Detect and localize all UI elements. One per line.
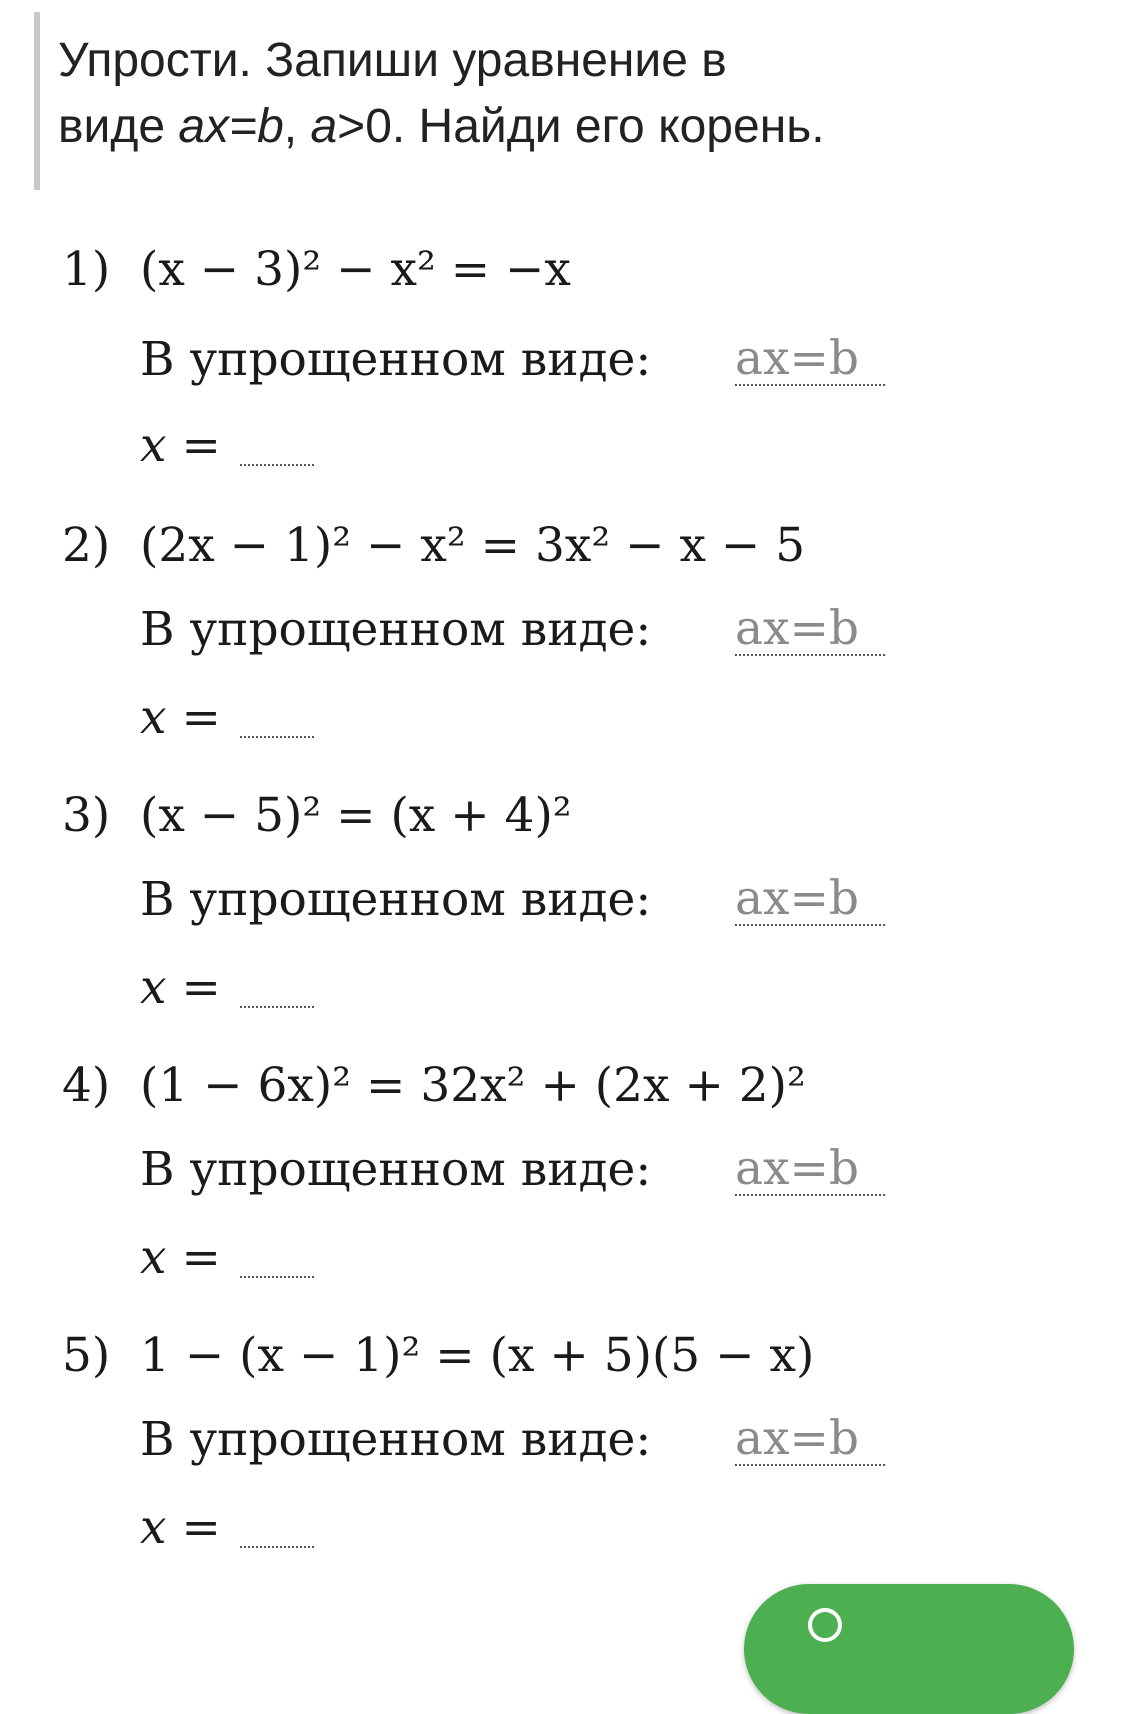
x-equals-label: x = — [140, 1230, 221, 1285]
root-input[interactable] — [240, 1506, 314, 1548]
x-equals-label: x = — [140, 690, 221, 745]
x-equals-label: x = — [140, 1500, 221, 1555]
instruction-var-a: a — [310, 100, 338, 153]
simplified-label: В упрощенном виде: — [140, 1412, 652, 1467]
root-input[interactable] — [240, 966, 314, 1008]
simplified-label: В упрощенном виде: — [140, 1142, 652, 1197]
task-equation: (2x − 1)² − x² = 3x² − x − 5 — [140, 518, 806, 573]
task-equation: (x − 3)² − x² = −x — [140, 242, 571, 297]
simplified-input[interactable] — [735, 1142, 885, 1196]
simplified-input[interactable] — [735, 872, 885, 926]
instruction-suffix: >0. Найди его корень. — [337, 100, 825, 153]
simplified-input[interactable] — [735, 602, 885, 656]
task-number: 4) — [62, 1058, 111, 1113]
task-equation: 1 − (x − 1)² = (x + 5)(5 − x) — [140, 1328, 815, 1383]
task-number: 2) — [62, 518, 111, 573]
task-number: 1) — [62, 242, 111, 297]
simplified-label: В упрощенном виде: — [140, 872, 652, 927]
x-equals-label: x = — [140, 418, 221, 473]
instruction-sep: , — [283, 100, 311, 153]
task-equation: (x − 5)² = (x + 4)² — [140, 788, 572, 843]
task-number: 5) — [62, 1328, 111, 1383]
instruction-var-axb: ax=b — [178, 100, 284, 153]
simplified-input[interactable] — [735, 1412, 885, 1466]
simplified-label: В упрощенном виде: — [140, 332, 652, 387]
task-number: 3) — [62, 788, 111, 843]
instruction-prefix: виде — [58, 100, 179, 153]
root-input[interactable] — [240, 696, 314, 738]
root-input[interactable] — [240, 424, 314, 466]
root-input[interactable] — [240, 1236, 314, 1278]
simplified-label: В упрощенном виде: — [140, 602, 652, 657]
x-equals-label: x = — [140, 960, 221, 1015]
search-fab-button[interactable] — [744, 1584, 1074, 1714]
simplified-input[interactable] — [735, 332, 885, 386]
instruction-line-1: Упрости. Запиши уравнение в — [58, 34, 727, 87]
task-equation: (1 − 6x)² = 32x² + (2x + 2)² — [140, 1058, 806, 1113]
